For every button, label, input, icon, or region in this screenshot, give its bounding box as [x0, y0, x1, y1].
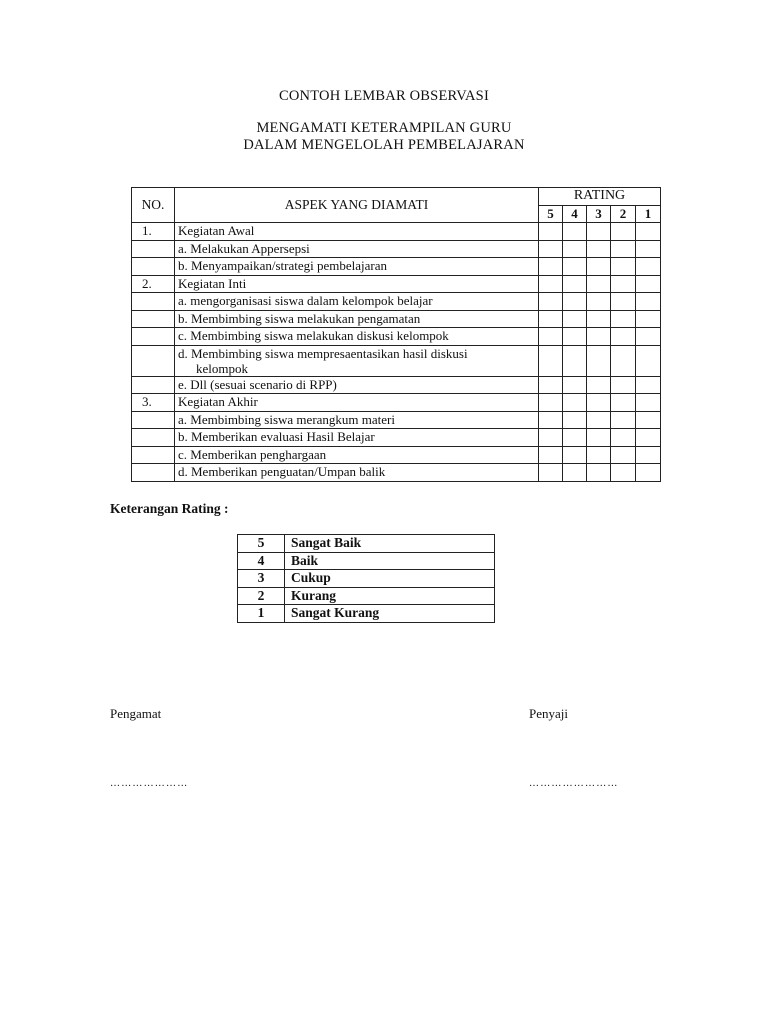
row-aspect: a. mengorganisasi siswa dalam kelompok belajar: [175, 293, 539, 311]
rating-cell-1: [636, 240, 661, 258]
rating-cell-3: [587, 464, 611, 482]
rating-cell-1: [636, 310, 661, 328]
rating-cell-4: [563, 464, 587, 482]
rating-cell-4: [563, 275, 587, 293]
rating-cell-1: [636, 345, 661, 376]
row-aspect: a. Membimbing siswa merangkum materi: [175, 411, 539, 429]
row-number: [132, 446, 175, 464]
observation-table-body: [132, 223, 661, 482]
row-aspect: c. Membimbing siswa melakukan diskusi kelompok: [175, 328, 539, 346]
legend-label-text: Cukup: [285, 570, 495, 588]
legend-label-text: Sangat Kurang: [285, 605, 495, 623]
row-number: 2.: [132, 275, 175, 293]
rating-cell-3: [587, 411, 611, 429]
rating-value-1: 1: [636, 205, 661, 223]
presenter-label: Penyaji: [529, 706, 568, 721]
rating-cell-2: [611, 223, 636, 241]
rating-cell-3: [587, 376, 611, 394]
row-aspect: Kegiatan Awal: [175, 223, 539, 241]
legend-value: 3: [238, 570, 285, 588]
rating-cell-3: [587, 345, 611, 376]
rating-cell-1: [636, 328, 661, 346]
rating-cell-2: [611, 394, 636, 412]
row-aspect: b. Membimbing siswa melakukan pengamatan: [175, 310, 539, 328]
rating-cell-1: [636, 464, 661, 482]
row-aspect: d. Memberikan penguatan/Umpan balik: [175, 464, 539, 482]
rating-cell-2: [611, 429, 636, 447]
header-aspect: ASPEK YANG DIAMATI: [175, 188, 539, 223]
rating-cell-2: [611, 464, 636, 482]
rating-cell-3: [587, 310, 611, 328]
rating-cell-5: [539, 275, 563, 293]
rating-cell-4: [563, 258, 587, 276]
row-aspect: b. Memberikan evaluasi Hasil Belajar: [175, 429, 539, 447]
rating-cell-5: [539, 258, 563, 276]
legend-value: 5: [238, 535, 285, 553]
legend-label: Keterangan Rating :: [110, 501, 229, 516]
table-row: [132, 446, 661, 464]
rating-cell-2: [611, 446, 636, 464]
rating-value-2: 2: [611, 205, 636, 223]
rating-cell-3: [587, 258, 611, 276]
legend-row: [238, 535, 495, 553]
rating-cell-3: [587, 240, 611, 258]
table-row: [132, 240, 661, 258]
rating-cell-5: [539, 293, 563, 311]
row-aspect: e. Dll (sesuai scenario di RPP): [175, 376, 539, 394]
observer-label: Pengamat: [110, 706, 162, 721]
row-aspect: [175, 345, 539, 376]
rating-cell-1: [636, 293, 661, 311]
header-no: NO.: [132, 188, 175, 223]
row-number: 1.: [132, 223, 175, 241]
legend-label-text: Baik: [285, 552, 495, 570]
rating-cell-2: [611, 310, 636, 328]
table-row: [132, 258, 661, 276]
table-row: [132, 429, 661, 447]
rating-cell-5: [539, 328, 563, 346]
rating-cell-4: [563, 446, 587, 464]
row-number: [132, 429, 175, 447]
legend-value: 4: [238, 552, 285, 570]
table-row: [132, 376, 661, 394]
rating-cell-1: [636, 394, 661, 412]
rating-cell-2: [611, 411, 636, 429]
rating-cell-4: [563, 310, 587, 328]
row-number: [132, 464, 175, 482]
rating-value-4: 4: [563, 205, 587, 223]
rating-cell-4: [563, 328, 587, 346]
legend-label-text: Kurang: [285, 587, 495, 605]
rating-cell-4: [563, 223, 587, 241]
rating-cell-4: [563, 345, 587, 376]
row-aspect: Kegiatan Akhir: [175, 394, 539, 412]
rating-legend-body: [238, 535, 495, 623]
table-row: [132, 411, 661, 429]
legend-row: [238, 605, 495, 623]
rating-cell-4: [563, 240, 587, 258]
row-number: [132, 240, 175, 258]
rating-cell-2: [611, 240, 636, 258]
table-row: [132, 464, 661, 482]
rating-cell-1: [636, 446, 661, 464]
rating-cell-2: [611, 345, 636, 376]
table-row: [132, 293, 661, 311]
row-number: [132, 310, 175, 328]
aspect-text: d. Membimbing siswa mempresaentasikan hasil diskusi: [178, 345, 468, 361]
rating-cell-4: [563, 376, 587, 394]
legend-row: [238, 552, 495, 570]
rating-cell-2: [611, 376, 636, 394]
legend-value: 1: [238, 605, 285, 623]
observer-signature-line: …………………: [110, 778, 189, 789]
rating-cell-5: [539, 446, 563, 464]
header-rating: RATING: [539, 188, 661, 206]
row-number: [132, 293, 175, 311]
legend-row: [238, 587, 495, 605]
table-row: [132, 275, 661, 293]
rating-cell-5: [539, 394, 563, 412]
rating-value-3: 3: [587, 205, 611, 223]
rating-legend-table: [237, 534, 495, 623]
rating-cell-1: [636, 258, 661, 276]
rating-cell-3: [587, 275, 611, 293]
rating-cell-5: [539, 429, 563, 447]
rating-cell-1: [636, 411, 661, 429]
legend-value: 2: [238, 587, 285, 605]
observation-table: [131, 187, 661, 482]
document-subtitle-line-1: MENGAMATI KETERAMPILAN GURU: [256, 120, 512, 136]
rating-cell-3: [587, 429, 611, 447]
row-number: [132, 345, 175, 376]
rating-cell-3: [587, 394, 611, 412]
rating-cell-3: [587, 446, 611, 464]
rating-cell-3: [587, 293, 611, 311]
row-number: [132, 376, 175, 394]
aspect-continuation: kelompok: [196, 360, 248, 376]
row-number: 3.: [132, 394, 175, 412]
table-row: [132, 345, 661, 376]
table-row: [132, 328, 661, 346]
row-aspect: a. Melakukan Appersepsi: [175, 240, 539, 258]
rating-cell-5: [539, 411, 563, 429]
rating-cell-4: [563, 394, 587, 412]
rating-cell-5: [539, 223, 563, 241]
document-subtitle-line-2: DALAM MENGELOLAH PEMBELAJARAN: [243, 137, 525, 153]
rating-cell-3: [587, 223, 611, 241]
rating-cell-2: [611, 275, 636, 293]
rating-cell-2: [611, 328, 636, 346]
rating-cell-5: [539, 240, 563, 258]
rating-value-5: 5: [539, 205, 563, 223]
row-number: [132, 411, 175, 429]
table-row: [132, 223, 661, 241]
row-aspect: Kegiatan Inti: [175, 275, 539, 293]
rating-cell-4: [563, 429, 587, 447]
presenter-signature-line: ……………………: [529, 778, 619, 789]
row-number: [132, 328, 175, 346]
rating-cell-2: [611, 293, 636, 311]
row-aspect: b. Menyampaikan/strategi pembelajaran: [175, 258, 539, 276]
row-number: [132, 258, 175, 276]
rating-cell-5: [539, 310, 563, 328]
rating-cell-5: [539, 376, 563, 394]
document-title: CONTOH LEMBAR OBSERVASI: [279, 88, 489, 104]
table-row: [132, 394, 661, 412]
rating-cell-4: [563, 411, 587, 429]
rating-cell-1: [636, 429, 661, 447]
legend-label-text: Sangat Baik: [285, 535, 495, 553]
legend-row: [238, 570, 495, 588]
rating-cell-2: [611, 258, 636, 276]
table-row: [132, 310, 661, 328]
rating-cell-1: [636, 223, 661, 241]
rating-cell-5: [539, 345, 563, 376]
row-aspect: c. Memberikan penghargaan: [175, 446, 539, 464]
rating-cell-4: [563, 293, 587, 311]
rating-cell-3: [587, 328, 611, 346]
rating-cell-5: [539, 464, 563, 482]
rating-cell-1: [636, 275, 661, 293]
rating-cell-1: [636, 376, 661, 394]
